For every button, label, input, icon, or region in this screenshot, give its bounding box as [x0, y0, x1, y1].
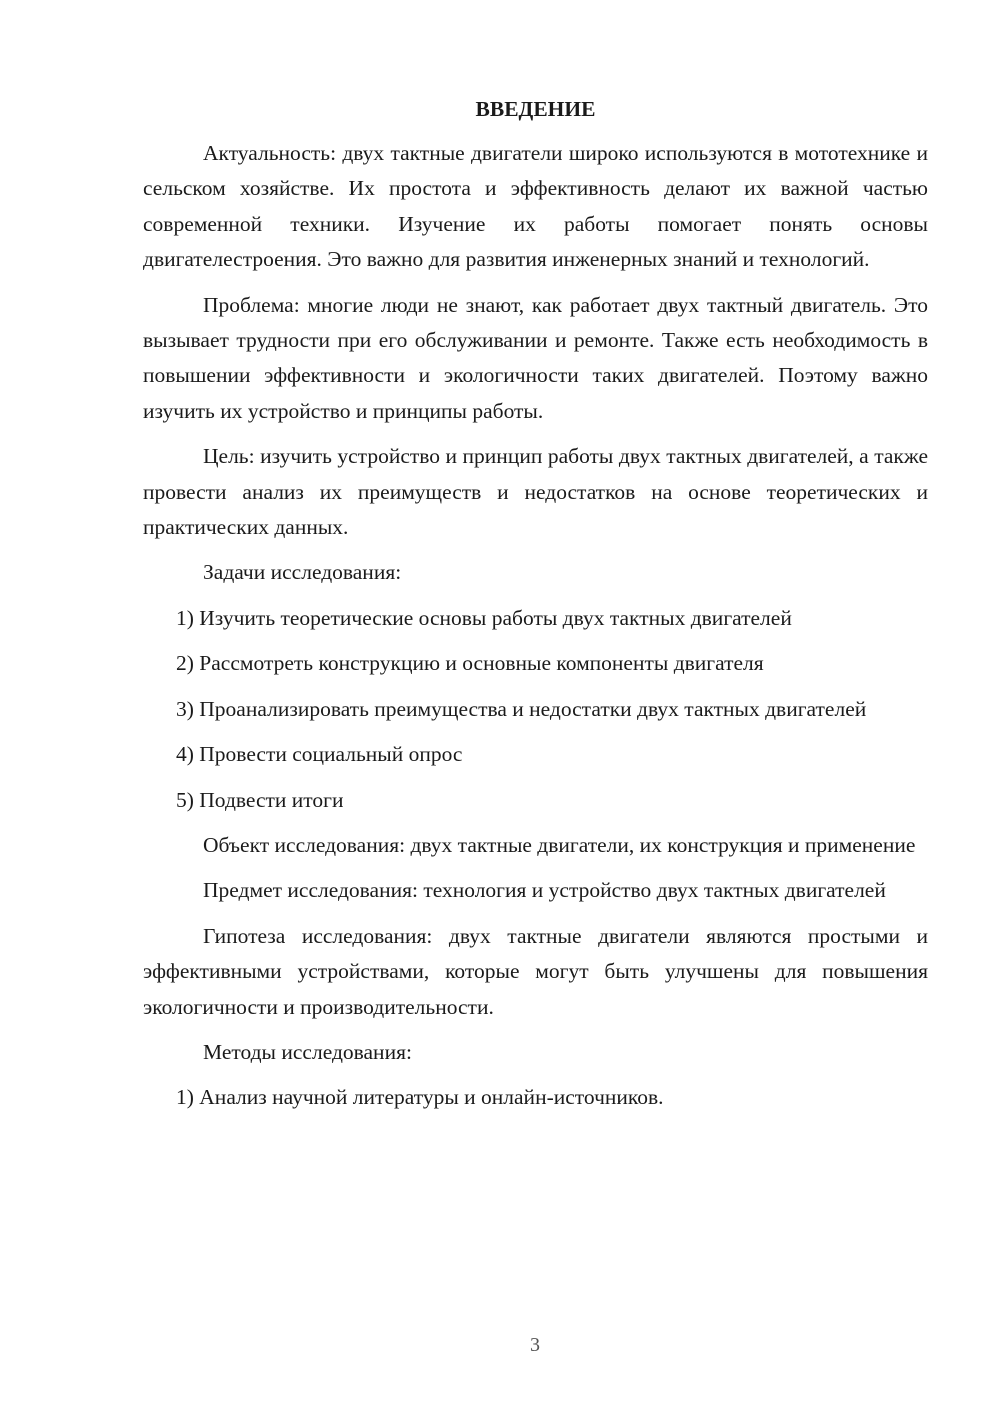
method-item-1: 1) Анализ научной литературы и онлайн-источников.: [176, 1085, 664, 1110]
tasks-heading: Задачи исследования:: [203, 560, 402, 585]
problem-paragraph: Проблема: многие люди не знают, как работает двух тактный двигатель. Это вызывает трудности при его обслуживании и ремонте. Также есть необходимость в повышении эффективности и экологичности таких двигателей. Поэтому важно изучить их устройство и принципы работы.: [143, 292, 928, 423]
object-paragraph: Объект исследования: двух тактные двигатели, их конструкция и применение: [203, 832, 916, 857]
task-item-3: 3) Проанализировать преимущества и недостатки двух тактных двигателей: [176, 696, 867, 721]
task-item-2: 2) Рассмотреть конструкцию и основные компоненты двигателя: [176, 651, 764, 676]
page-number: 3: [530, 1334, 540, 1356]
task-item-1: 1) Изучить теоретические основы работы двух тактных двигателей: [176, 605, 792, 630]
relevance-paragraph: Актуальность: двух тактные двигатели широко используются в мототехнике и сельском хозяйстве. Их простота и эффективность делают их важной частью современной техники. Изучение их работы помогает понять основы двигателестроения. Это важно для развития инженерных знаний и технологий.: [143, 141, 928, 272]
hypothesis-paragraph: Гипотеза исследования: двух тактные двигатели являются простыми и эффективными устройствами, которые могут быть улучшены для повышения экологичности и производительности.: [143, 923, 928, 1019]
task-item-5: 5) Подвести итоги: [176, 787, 344, 812]
goal-paragraph: Цель: изучить устройство и принцип работы двух тактных двигателей, а также провести анализ их преимуществ и недостатков на основе теоретических и практических данных.: [143, 444, 928, 540]
subject-paragraph: Предмет исследования: технология и устройство двух тактных двигателей: [203, 878, 886, 903]
document-page: [143, 90, 928, 1126]
methods-heading: Методы исследования:: [203, 1039, 412, 1064]
section-title: ВВЕДЕНИЕ: [475, 97, 596, 121]
task-item-4: 4) Провести социальный опрос: [176, 742, 463, 767]
